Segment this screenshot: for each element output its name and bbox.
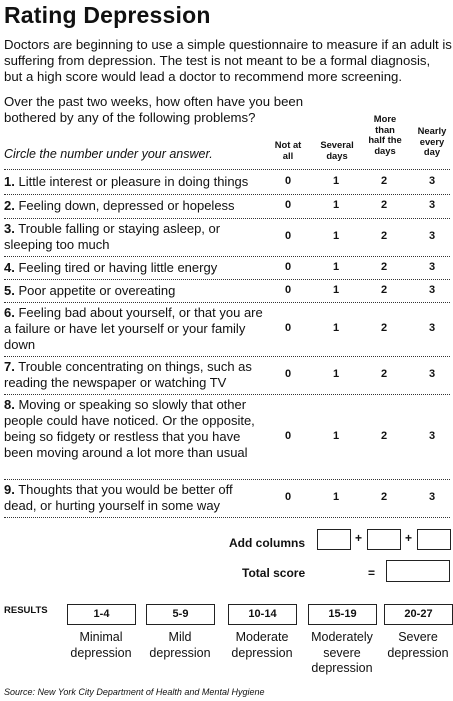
- result-range: 5-9: [146, 604, 215, 625]
- score-option[interactable]: 1: [332, 491, 340, 503]
- score-option[interactable]: 0: [284, 368, 292, 380]
- plus-sign-1: +: [355, 531, 363, 545]
- question-body: Trouble falling or staying asleep, or sleeping too much: [4, 221, 221, 252]
- score-option[interactable]: 0: [284, 175, 292, 187]
- question-body: Trouble concentrating on things, such as reading the newspaper or watching TV: [4, 359, 252, 390]
- column-header-more-than-half: More than half the days: [368, 113, 402, 156]
- row-divider: [4, 194, 450, 195]
- row-divider: [4, 279, 450, 280]
- score-option[interactable]: 2: [380, 230, 388, 242]
- score-option[interactable]: 1: [332, 199, 340, 211]
- plus-sign-2: +: [405, 531, 413, 545]
- question-body: Little interest or pleasure in doing things: [18, 174, 249, 189]
- question-number: 7.: [4, 359, 15, 374]
- question-number: 5.: [4, 282, 15, 298]
- result-range: 10-14: [228, 604, 297, 625]
- question-text: [4, 221, 266, 253]
- result-range: 1-4: [67, 604, 136, 625]
- column-sum-box-2[interactable]: [367, 529, 401, 550]
- question-text: [4, 198, 266, 214]
- score-option[interactable]: 2: [380, 429, 388, 442]
- total-score-box[interactable]: [386, 560, 450, 582]
- score-option[interactable]: 0: [284, 283, 292, 296]
- page-title: Rating Depression: [4, 2, 211, 28]
- question-body: Feeling tired or having little energy: [18, 259, 218, 275]
- score-option[interactable]: 3: [428, 491, 436, 503]
- row-divider: [4, 394, 450, 395]
- score-option[interactable]: 1: [332, 175, 340, 187]
- score-option[interactable]: 1: [332, 322, 340, 334]
- result-label: Moderately severe depression: [311, 630, 373, 675]
- score-option[interactable]: 2: [380, 175, 388, 187]
- row-divider: [4, 356, 450, 357]
- score-option[interactable]: 0: [284, 322, 292, 334]
- score-option[interactable]: 0: [284, 260, 292, 273]
- question-text: [4, 482, 266, 514]
- question-text: [4, 397, 266, 461]
- source-credit: Source: New York City Department of Health and Mental Hygiene: [4, 687, 265, 697]
- score-option[interactable]: 0: [284, 199, 292, 211]
- result-range: 15-19: [308, 604, 377, 625]
- intro-paragraph: Doctors are beginning to use a simple questionnaire to measure if an adult is suffering from depression. The test is not meant to be a formal diagnosis, but a high score would lead a doctor to recommend more screening.: [4, 37, 452, 84]
- question-text: [4, 283, 266, 299]
- score-option[interactable]: 1: [332, 368, 340, 380]
- question-text: [4, 174, 266, 190]
- add-columns-label: Add columns: [229, 536, 306, 550]
- column-header-not-at-all: Not at all: [274, 139, 302, 161]
- score-option[interactable]: 1: [332, 230, 340, 242]
- question-number: 4.: [4, 259, 15, 275]
- score-option[interactable]: 3: [428, 283, 436, 296]
- column-header-several-days: Several days: [320, 139, 354, 161]
- question-prompt: Over the past two weeks, how often have you been bothered by any of the following problems?: [4, 94, 304, 125]
- column-header-nearly-every-day: Nearly every day: [417, 125, 447, 157]
- question-body: Poor appetite or overeating: [18, 282, 176, 298]
- equals-sign: =: [368, 566, 376, 580]
- row-divider: [4, 256, 450, 257]
- question-body: Feeling down, depressed or hopeless: [18, 198, 235, 213]
- result-label: Minimal depression: [70, 630, 132, 660]
- score-option[interactable]: 3: [428, 260, 436, 273]
- score-option[interactable]: 0: [284, 491, 292, 503]
- result-label: Moderate depression: [231, 630, 293, 660]
- column-sum-box-3[interactable]: [417, 529, 451, 550]
- question-number: 3.: [4, 221, 15, 236]
- question-body: Feeling bad about yourself, or that you are a failure or have let yourself or your family down: [4, 305, 263, 352]
- row-divider: [4, 302, 450, 303]
- score-option[interactable]: 3: [428, 230, 436, 242]
- score-option[interactable]: 2: [380, 283, 388, 296]
- score-option[interactable]: 3: [428, 368, 436, 380]
- score-option[interactable]: 2: [380, 199, 388, 211]
- results-label: RESULTS: [4, 605, 48, 616]
- question-text: [4, 305, 266, 353]
- result-label: Mild depression: [149, 630, 211, 660]
- score-option[interactable]: 2: [380, 491, 388, 503]
- score-option[interactable]: 1: [332, 260, 340, 273]
- score-option[interactable]: 2: [380, 368, 388, 380]
- column-sum-box-1[interactable]: [317, 529, 351, 550]
- row-divider: [4, 479, 450, 480]
- question-number: 8.: [4, 396, 15, 412]
- score-option[interactable]: 3: [428, 429, 436, 442]
- score-option[interactable]: 3: [428, 199, 436, 211]
- question-body: Thoughts that you would be better off dead, or hurting yourself in some way: [4, 482, 233, 513]
- score-option[interactable]: 2: [380, 260, 388, 273]
- question-number: 6.: [4, 305, 15, 320]
- score-option[interactable]: 2: [380, 322, 388, 334]
- result-range: 20-27: [384, 604, 453, 625]
- row-divider: [4, 517, 450, 518]
- score-option[interactable]: 0: [284, 230, 292, 242]
- row-divider: [4, 169, 450, 170]
- question-number: 1.: [4, 174, 15, 189]
- score-option[interactable]: 3: [428, 322, 436, 334]
- score-option[interactable]: 1: [332, 429, 340, 442]
- row-divider: [4, 218, 450, 219]
- instruction-text: Circle the number under your answer.: [4, 147, 213, 161]
- question-body: Moving or speaking so slowly that other people could have noticed. Or the opposite, being so fidgety or restless that you have been moving around a lot more than usual: [4, 396, 255, 460]
- question-number: 9.: [4, 482, 15, 497]
- question-number: 2.: [4, 198, 15, 213]
- score-option[interactable]: 0: [284, 429, 292, 442]
- question-text: [4, 359, 266, 391]
- score-option[interactable]: 1: [332, 283, 340, 296]
- score-option[interactable]: 3: [428, 175, 436, 187]
- total-score-label: Total score: [242, 566, 306, 580]
- result-label: Severe depression: [387, 630, 449, 660]
- question-text: [4, 260, 266, 276]
